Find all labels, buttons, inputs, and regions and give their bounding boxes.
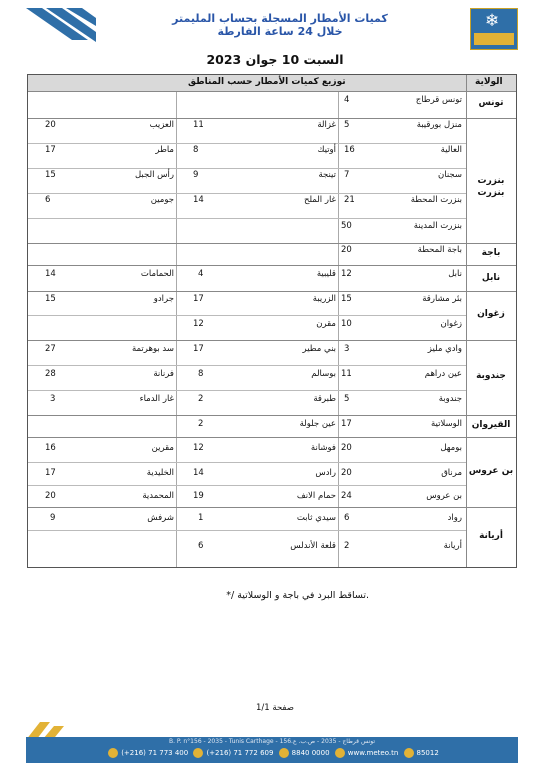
station-name: غار الدماء [139,394,174,404]
rain-value: 19 [193,491,204,501]
station-name: غار الملح [303,195,336,205]
station-name: جومين [150,195,174,205]
station-name: فرنانة [153,369,174,379]
gov-beja: باجة [481,248,501,258]
rain-value: 17 [193,344,204,354]
rain-value: 9 [50,513,56,523]
rain-value: 4 [198,269,204,279]
rain-value: 20 [45,491,56,501]
station-name: سد بوهرتمة [131,344,174,354]
station-name: رأس الجبل [135,170,174,180]
rain-value: 20 [341,245,352,255]
rain-value: 9 [193,170,199,180]
rain-value: 15 [45,294,56,304]
rain-value: 1 [198,513,204,523]
title-line-2: خلال 24 ساعة الفارطة [217,25,343,38]
footer-website[interactable]: www.meteo.tn [347,749,399,757]
station-name: منزل بورقيبة [416,120,462,130]
rain-value: 7 [344,170,350,180]
rain-value: 2 [344,541,350,551]
footer-phone1: (+216) 71 773 400 [121,749,189,757]
station-name: بنزرت المدينة [413,221,462,231]
station-name: بني مطير [302,344,336,354]
station-name: العزيب [149,120,174,130]
rain-value: 17 [45,468,56,478]
rain-value: 6 [344,513,350,523]
rain-value: 6 [198,541,204,551]
station-name: أريانة [443,541,462,551]
station-name: مقرين [151,443,174,453]
station-name: وادي مليز [427,344,462,354]
institute-logo [470,8,518,50]
station-name: رواد [447,513,462,523]
rain-value: 12 [341,269,352,279]
rain-value: 3 [50,394,56,404]
footer-phone2: (+216) 71 772 609 [206,749,274,757]
hail-note: */ تساقط البرد في باجة و الوسلاتية. [226,590,369,601]
rain-value: 21 [344,195,355,205]
station-name: شرفش [147,513,174,523]
rain-value: 14 [193,195,204,205]
report-date: السبت 10 جوان 2023 [206,52,344,67]
rain-value: 17 [193,294,204,304]
gov-bizerte-1: بنزرت [477,176,505,186]
station-name: الخليدية [146,468,174,478]
footer-code: 85012 [416,749,439,757]
rain-value: 3 [344,344,350,354]
station-name: حمام الانف [296,491,336,501]
station-name: عين جلولة [299,419,336,429]
rain-value: 28 [45,369,56,379]
rain-value: 5 [344,394,350,404]
rain-value: 6 [45,195,51,205]
station-name: بنزرت المحطة [410,195,462,205]
rain-value: 20 [341,468,352,478]
station-name: زغوان [440,319,462,329]
rain-value: 10 [341,319,352,329]
footer-bar [26,737,518,763]
station-name: قليبية [316,269,336,279]
station-name: مقرن [316,319,336,329]
rain-value: 2 [198,419,204,429]
rain-value: 17 [45,145,56,155]
station-name: جرادو [153,294,174,304]
station-name: الوسلاتية [430,419,462,429]
rain-value: 12 [193,443,204,453]
phone-icon [108,748,118,758]
rainfall-table [27,74,517,568]
station-name: العالية [440,145,462,155]
rain-value: 2 [198,394,204,404]
station-name: بئر مشارقة [422,294,462,304]
station-name: المحمدية [142,491,174,501]
rain-value: 50 [341,221,352,231]
station-name: باجة المحطة [417,245,462,255]
title-line-1: كميات الأمطار المسجلة بحساب المليمتر [172,12,388,25]
snowflake-icon: ❄ [485,11,500,31]
station-name: غزالة [317,120,336,130]
page-number: صفحة 1/1 [256,703,294,713]
station-name: عين دراهم [424,369,462,379]
rain-value: 20 [45,120,56,130]
globe-icon [335,748,345,758]
station-name: سجنان [437,170,462,180]
station-name: قلعة الأندلس [290,541,336,551]
rain-value: 20 [341,443,352,453]
rain-value: 15 [45,170,56,180]
rain-value: 8 [198,369,204,379]
station-name: فوشانة [310,443,336,453]
station-name: تونس قرطاج [415,95,462,105]
gov-ariana: أريانة [479,531,503,541]
rain-value: 24 [341,491,352,501]
rain-value: 12 [193,319,204,329]
station-name: مرناق [441,468,462,478]
rain-value: 17 [341,419,352,429]
station-name: جندوبة [438,394,462,404]
gov-benarous: بن عروس [468,466,514,476]
station-name: تينجة [318,170,336,180]
rain-value: 8 [193,145,199,155]
gov-nabeul: نابل [481,273,501,283]
rain-value: 11 [193,120,204,130]
station-name: بوسالم [311,369,336,379]
footer-address: B. P. n°156 - 2035 - Tunis Carthage - تونس قرطاج - 2035 - ص.ب. ع.156 [168,738,376,745]
station-name: ماطر [155,145,174,155]
station-name: رادس [315,468,336,478]
rain-value: 27 [45,344,56,354]
station-name: سيدي ثابت [296,513,336,523]
rain-value: 11 [341,369,352,379]
call-icon [279,748,289,758]
rain-value: 5 [344,120,350,130]
rain-value: 16 [344,145,355,155]
gov-zaghouan: زغوان [477,309,505,319]
rain-value: 16 [45,443,56,453]
station-name: طبرقة [313,394,336,404]
station-name: نابل [448,269,462,279]
footer-phone3: 8840 0000 [291,749,330,757]
gov-tunis: تونس [478,98,504,108]
gov-bizerte-2: بنزرت [477,188,505,198]
rain-value: 15 [341,294,352,304]
station-name: بومهل [440,443,462,453]
fax-icon [193,748,203,758]
rain-value: 14 [45,269,56,279]
rain-value: 14 [193,468,204,478]
station-name: الحمامات [140,269,174,279]
distribution-header: توزيع كميات الأمطار حسب المناطق [188,77,346,87]
telex-icon [404,748,414,758]
gov-kairouan: القيروان [471,420,511,430]
gov-jendouba: جندوبة [476,371,506,381]
station-name: أوتيك [317,145,336,155]
footer-contacts [26,748,518,758]
governorate-header: الولاية [475,77,503,87]
station-name: بن عروس [426,491,462,501]
station-name: الزريبة [312,294,336,304]
rain-value: 4 [344,95,350,105]
tunisia-logo [26,8,96,46]
